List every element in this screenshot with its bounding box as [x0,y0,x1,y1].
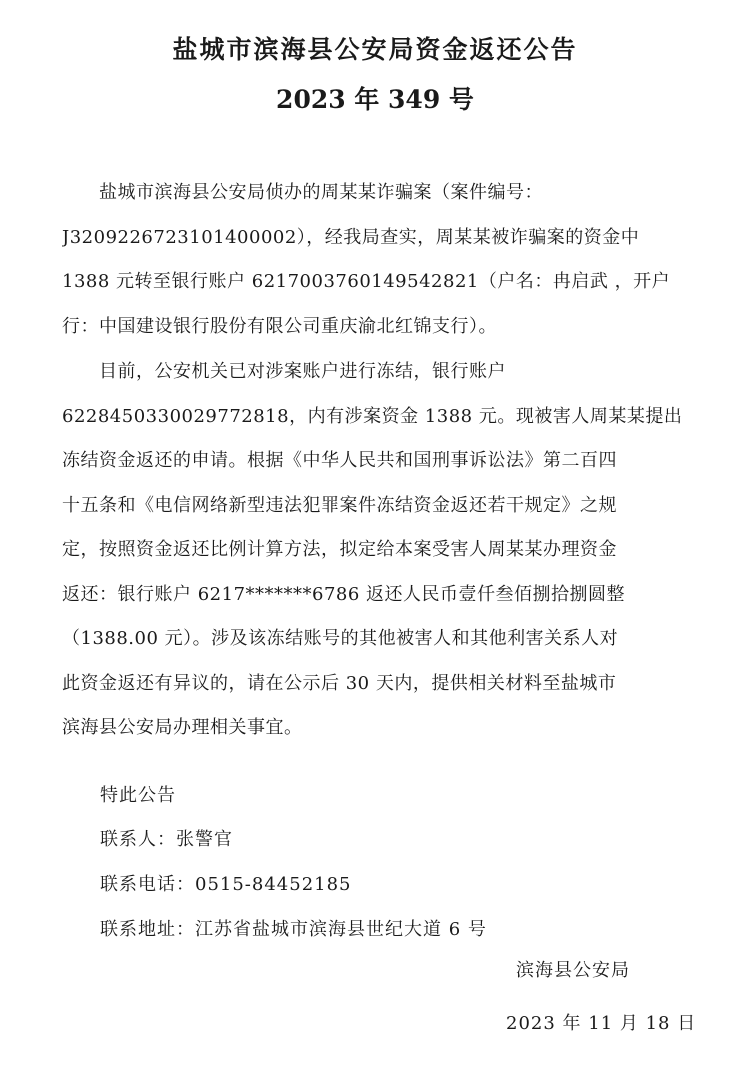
contact-person: 联系人：张警官 [100,829,233,850]
paragraph-line: J3209226723101400002），经我局查实，周某某被诈骗案的资金中 [62,226,640,248]
contact-phone: 联系电话：0515-84452185 [100,874,352,895]
issue-date: 2023 年 11 月 18 日 [506,1013,697,1034]
paragraph-line: （1388.00 元）。涉及该冻结账号的其他被害人和其他利害关系人对 [62,628,619,649]
paragraph-line: 1388 元转至银行账户 6217003760149542821（户名：冉启武 ，开户 [62,271,671,292]
special-notice: 特此公告 [100,785,176,806]
paragraph-line: 此资金返还有异议的，请在公示后 30 天内，提供相关材料至盐城市 [62,672,617,694]
paragraph-line: 滨海县公安局办理相关事宜。 [62,717,303,738]
issuer-name: 滨海县公安局 [516,960,630,981]
paragraph-line: 返还：银行账户 6217*******6786 返还人民币壹仟叁佰捌拾捌圆整 [62,583,626,605]
paragraph-case-summary [62,171,690,349]
paragraph-line: 盐城市滨海县公安局侦办的周某某诈骗案（案件编号： [62,182,543,203]
paragraph-refund-details [62,350,690,751]
paragraph-line: 冻结资金返还的申请。根据《中华人民共和国刑事诉讼法》第二百四 [62,450,617,471]
document-number: 2023 年 349 号 [276,85,474,114]
notice-title: 盐城市滨海县公安局资金返还公告 [172,35,578,64]
paragraph-line: 目前，公安机关已对涉案账户进行冻结，银行账户 [62,361,506,382]
paragraph-line: 行：中国建设银行股份有限公司重庆渝北红锦支行）。 [62,315,497,337]
paragraph-line: 十五条和《电信网络新型违法犯罪案件冻结资金返还若干规定》之规 [62,494,617,516]
contact-address: 联系地址：江苏省盐城市滨海县世纪大道 6 号 [100,919,487,940]
paragraph-line: 定，按照资金返还比例计算方法，拟定给本案受害人周某某办理资金 [62,539,617,560]
paragraph-line: 6228450330029772818，内有涉案资金 1388 元。现被害人周某某提出 [62,405,683,427]
